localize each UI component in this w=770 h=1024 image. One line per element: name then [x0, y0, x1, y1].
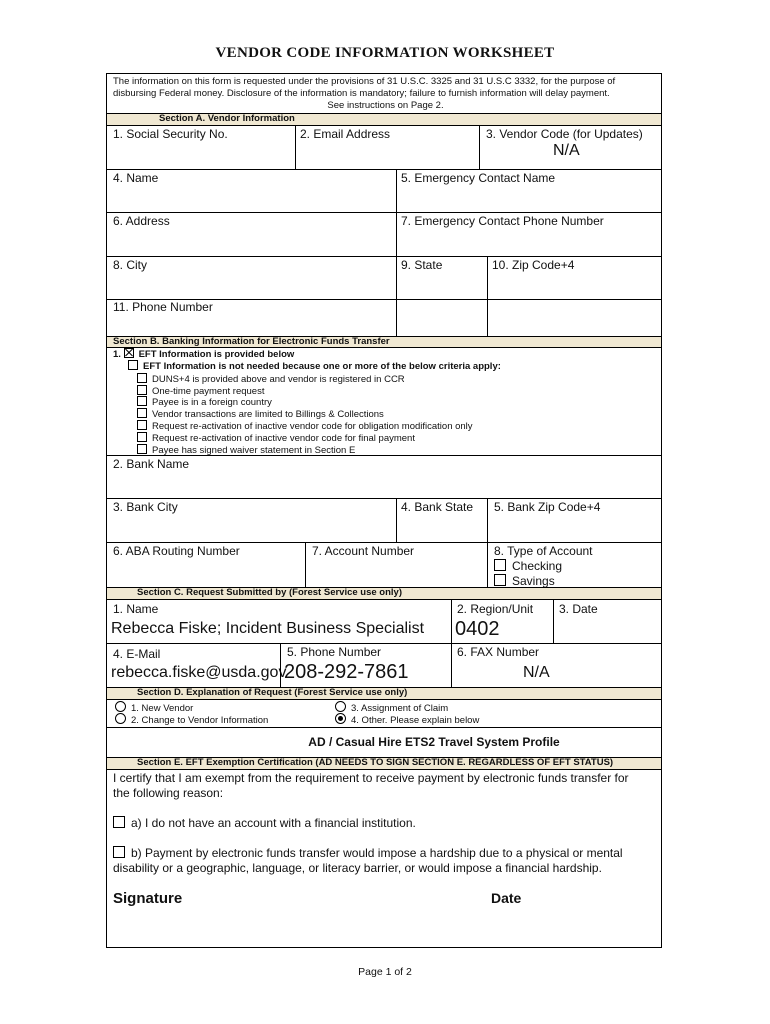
ssn-label: 1. Social Security No.: [113, 127, 228, 141]
eft-not-needed-row[interactable]: EFT Information is not needed because one or more of the below criteria apply:: [128, 360, 501, 372]
checkbox[interactable]: [137, 408, 147, 418]
email-label: 2. Email Address: [300, 127, 391, 141]
name-label: 4. Name: [113, 171, 159, 185]
intro-line-2: disbursing Federal money. Disclosure of the information is mandatory; failure to furnish information will delay payment.: [113, 88, 610, 99]
checkbox[interactable]: [137, 373, 147, 383]
checkbox[interactable]: [137, 420, 147, 430]
phone-label: 11. Phone Number: [113, 300, 213, 314]
criteria-item[interactable]: Request re-activation of inactive vendor code for final payment: [137, 432, 415, 444]
section-e-header: Section E. EFT Exemption Certification (AD NEEDS TO SIGN SECTION E. REGARDLESS OF EFT STATUS): [107, 758, 661, 769]
criteria-item[interactable]: DUNS+4 is provided above and vendor is registered in CCR: [137, 373, 405, 385]
assignment-claim-option[interactable]: 3. Assignment of Claim: [335, 701, 448, 714]
signature-label: Signature: [113, 890, 183, 907]
requester-phone-value[interactable]: 208-292-7861: [284, 661, 409, 683]
section-c-header: Section C. Request Submitted by (Forest Service use only): [107, 588, 661, 599]
fax-label: 6. FAX Number: [457, 645, 540, 659]
certify-line-2: the following reason:: [113, 786, 224, 800]
page-number: Page 1 of 2: [358, 966, 412, 978]
requester-email-value[interactable]: rebecca.fiske@usda.gov: [111, 664, 287, 681]
zip-label: 10. Zip Code+4: [492, 258, 575, 272]
criteria-item[interactable]: Vendor transactions are limited to Billings & Collections: [137, 408, 384, 420]
checkbox[interactable]: [137, 385, 147, 395]
intro-line-1: The information on this form is requested under the provisions of 31 U.S.C. 3325 and 31 U.S.C 3332, for the purpose of: [113, 76, 616, 87]
criteria-item[interactable]: Request re-activation of inactive vendor code for obligation modification only: [137, 420, 473, 432]
eft-not-needed-checkbox[interactable]: [128, 360, 138, 370]
reason-b-line-2: disability or a geographic, language, or literacy barrier, or would impose a financial hardship.: [113, 861, 602, 875]
new-vendor-option[interactable]: 1. New Vendor: [115, 701, 193, 714]
radio-button-selected[interactable]: [335, 713, 346, 724]
requester-name-value[interactable]: Rebecca Fiske; Incident Business Specialist: [111, 620, 425, 637]
intro-line-3: See instructions on Page 2.: [327, 100, 444, 111]
checkbox[interactable]: [137, 396, 147, 406]
requester-phone-label: 5. Phone Number: [287, 645, 382, 659]
savings-option[interactable]: Savings: [494, 574, 555, 588]
checkbox[interactable]: [137, 444, 147, 454]
bank-name-label: 2. Bank Name: [113, 457, 190, 471]
vendor-code-label: 3. Vendor Code (for Updates): [486, 127, 643, 141]
region-unit-label: 2. Region/Unit: [457, 602, 534, 616]
date-label: 3. Date: [559, 602, 598, 616]
bank-zip-label: 5. Bank Zip Code+4: [494, 500, 601, 514]
account-type-label: 8. Type of Account: [494, 544, 593, 558]
date-label-e: Date: [491, 890, 522, 906]
eft-provided-checkbox[interactable]: [124, 348, 134, 358]
requester-email-label: 4. E-Mail: [113, 647, 161, 661]
explanation-text[interactable]: AD / Casual Hire ETS2 Travel System Profile: [308, 735, 560, 749]
aba-routing-label: 6. ABA Routing Number: [113, 544, 240, 558]
address-label: 6. Address: [113, 214, 170, 228]
page-title: VENDOR CODE INFORMATION WORKSHEET: [215, 45, 555, 61]
section-a-header: Section A. Vendor Information: [107, 113, 661, 125]
checking-checkbox[interactable]: [494, 559, 506, 571]
section-b-header: Section B. Banking Information for Electronic Funds Transfer: [107, 337, 661, 348]
emergency-contact-name-label: 5. Emergency Contact Name: [401, 171, 556, 185]
reason-a-checkbox[interactable]: [113, 816, 125, 828]
savings-checkbox[interactable]: [494, 574, 506, 586]
vendor-code-value[interactable]: N/A: [553, 142, 580, 159]
emergency-contact-phone-label: 7. Emergency Contact Phone Number: [401, 214, 604, 228]
checking-option[interactable]: Checking: [494, 559, 562, 573]
criteria-item[interactable]: Payee is in a foreign country: [137, 396, 272, 408]
eft-provided-row[interactable]: 1. EFT Information is provided below: [113, 349, 295, 360]
change-vendor-option[interactable]: 2. Change to Vendor Information: [115, 713, 268, 726]
other-option[interactable]: 4. Other. Please explain below: [335, 713, 479, 726]
radio-button[interactable]: [115, 713, 126, 724]
reason-a-row[interactable]: a) I do not have an account with a financial institution.: [113, 816, 416, 830]
fax-value[interactable]: N/A: [523, 664, 550, 681]
reason-b-checkbox[interactable]: [113, 846, 125, 858]
checkbox[interactable]: [137, 432, 147, 442]
criteria-item[interactable]: One-time payment request: [137, 385, 264, 397]
account-number-label: 7. Account Number: [312, 544, 415, 558]
city-label: 8. City: [113, 258, 148, 272]
intro-text: [113, 76, 658, 112]
state-label: 9. State: [401, 258, 443, 272]
section-d-header: Section D. Explanation of Request (Forest Service use only): [107, 688, 661, 699]
bank-state-label: 4. Bank State: [401, 500, 474, 514]
requester-name-label: 1. Name: [113, 602, 159, 616]
radio-button[interactable]: [115, 701, 126, 712]
criteria-item[interactable]: Payee has signed waiver statement in Section E: [137, 444, 355, 456]
region-unit-value[interactable]: 0402: [455, 618, 500, 640]
bank-city-label: 3. Bank City: [113, 500, 178, 514]
reason-b-row[interactable]: b) Payment by electronic funds transfer would impose a hardship due to a physical or mental: [113, 846, 623, 860]
radio-button[interactable]: [335, 701, 346, 712]
certify-line-1: I certify that I am exempt from the requirement to receive payment by electronic funds transfer for: [113, 771, 629, 785]
